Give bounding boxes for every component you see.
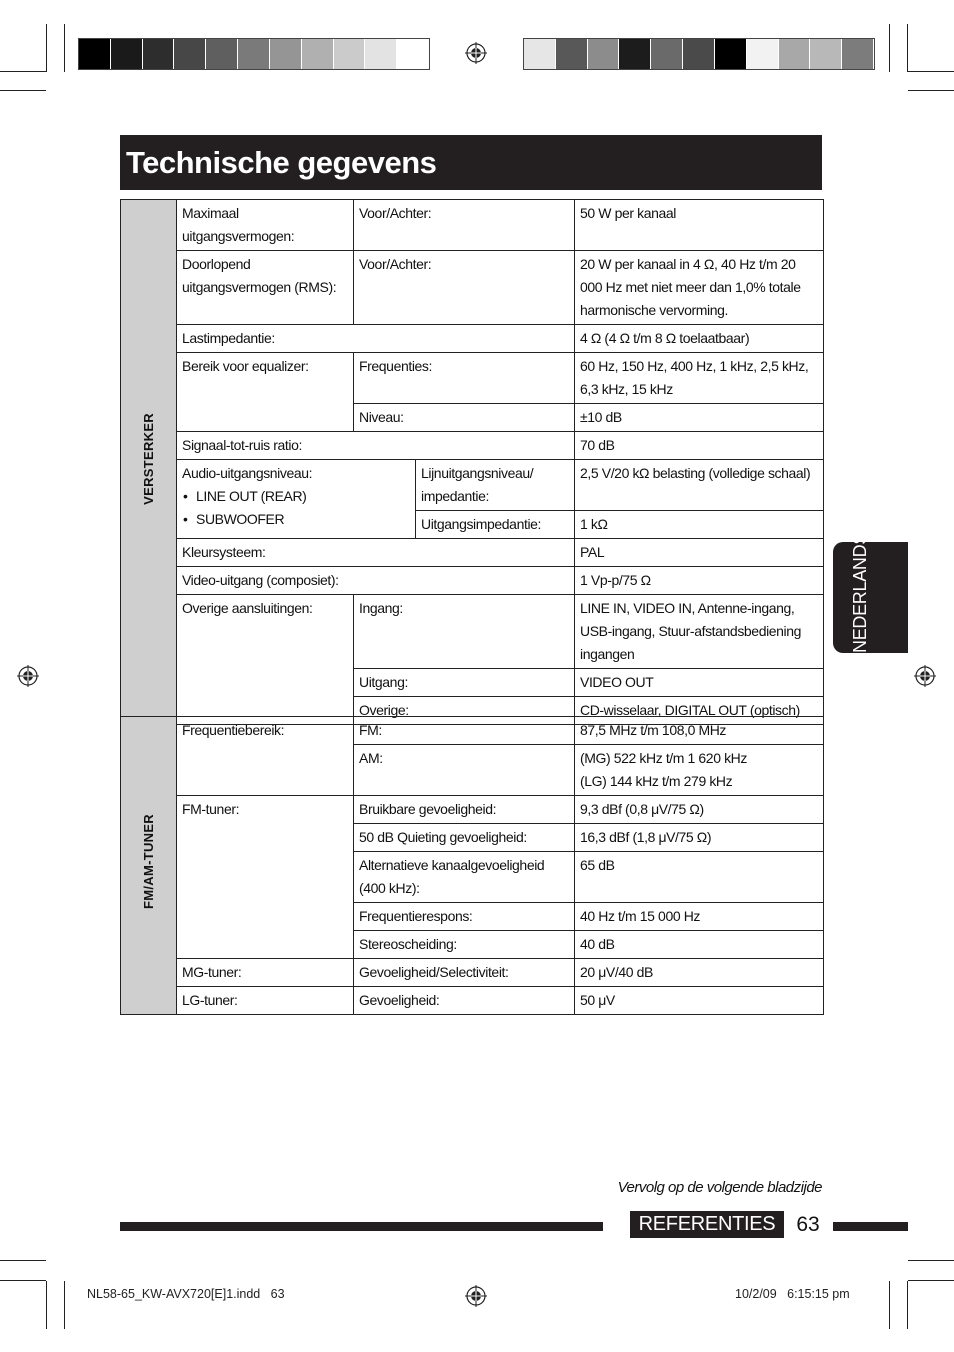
color-swatch [715,39,747,69]
color-swatch [365,39,397,69]
spec-value: 70 dB [575,432,824,460]
spec-sublabel: Lijnuitgangsniveau/ impedantie: [416,460,575,511]
crop-mark [908,1280,954,1281]
section-label-text: FM/AM-TUNER [141,814,156,910]
color-swatch [143,39,175,69]
audio-output-label: Audio-uitgangsniveau: [182,465,313,481]
color-swatch [302,39,334,69]
spec-value: 9,3 dBf (0,8 μV/75 Ω) [575,796,824,824]
continuation-note: Vervolg op de volgende bladzijde [617,1179,822,1196]
spec-sublabel: Alternatieve kanaalgevoeligheid (400 kHz): [354,852,575,903]
table-row [121,987,824,1015]
crop-mark [908,71,954,72]
spec-sublabel: FM: [354,717,575,745]
crop-mark [0,1260,46,1261]
table-row [121,200,824,251]
color-swatch [588,39,620,69]
spec-sublabel: Stereoscheiding: [354,931,575,959]
spec-sublabel: Uitgang: [354,669,575,697]
color-swatch [334,39,366,69]
section-label-text: VERSTERKER [141,412,156,505]
language-side-tab [833,532,908,653]
spec-sublabel: Ingang: [354,595,575,669]
color-swatch [111,39,143,69]
spec-sublabel: Gevoeligheid/Selectiviteit: [354,959,575,987]
spec-sublabel: Uitgangsimpedantie: [416,511,575,539]
crop-mark [908,1260,954,1261]
spec-label: Bereik voor equalizer: [177,353,354,432]
color-swatch [270,39,302,69]
registration-target-icon [465,42,487,64]
spec-value: 1 Vp-p/75 Ω [575,567,824,595]
spec-value [575,745,824,796]
color-swatch [779,39,811,69]
am-value-line: (MG) 522 kHz t/m 1 620 kHz [580,750,747,766]
color-swatch [206,39,238,69]
footer-rule-left [120,1222,603,1231]
spec-value: 65 dB [575,852,824,903]
crop-mark [64,24,65,72]
spec-value: PAL [575,539,824,567]
spec-sublabel: Overige: [354,697,575,725]
spec-label: Kleursysteem: [177,539,575,567]
bullet-item: • LINE OUT (REAR) [182,485,411,508]
spec-sublabel: Voor/Achter: [354,251,575,325]
registration-target-icon [465,1285,487,1307]
page-title: Technische gegevens [120,135,822,190]
color-swatch [747,39,779,69]
spec-value: 2,5 V/20 kΩ belasting (volledige schaal) [575,460,824,511]
spec-value: CD-wisselaar, DIGITAL OUT (optisch) [575,697,824,725]
crop-mark [908,90,954,91]
color-swatch [524,39,556,69]
crop-mark [46,24,47,72]
color-swatch [397,39,429,69]
crop-mark [907,1281,908,1329]
am-value-line: (LG) 144 kHz t/m 279 kHz [580,773,733,789]
color-bar-left [78,38,430,70]
spec-sublabel: Frequenties: [354,353,575,404]
spec-sublabel: 50 dB Quieting gevoeligheid: [354,824,575,852]
language-tab-label: NEDERLANDS [850,532,870,653]
table-row [121,717,824,745]
section-label-box: REFERENTIES [630,1211,784,1238]
spec-value: LINE IN, VIDEO IN, Antenne-ingang, USB-ingang, Stuur-afstandsbediening ingangen [575,595,824,669]
page-number: 63 [796,1213,820,1236]
spec-label: FM-tuner: [177,796,354,959]
color-swatch [619,39,651,69]
crop-mark [0,90,46,91]
registration-target-icon [17,665,39,687]
color-swatch [174,39,206,69]
spec-value: 40 dB [575,931,824,959]
color-swatch [842,39,874,69]
slug-date-info: 10/2/09 6:15:15 pm [735,1287,850,1301]
spec-label: MG-tuner: [177,959,354,987]
spec-value: 40 Hz t/m 15 000 Hz [575,903,824,931]
slug-file-info: NL58-65_KW-AVX720[E]1.indd 63 [87,1287,285,1301]
section-label-tuner [121,717,177,1015]
table-row [121,539,824,567]
spec-sublabel: Gevoeligheid: [354,987,575,1015]
registration-target-icon [914,665,936,687]
table-row [121,432,824,460]
spec-sublabel: Voor/Achter: [354,200,575,251]
section-label-versterker [121,200,177,725]
spec-value: 50 W per kanaal [575,200,824,251]
color-swatch [810,39,842,69]
spec-value: 60 Hz, 150 Hz, 400 Hz, 1 kHz, 2,5 kHz, 6,3 kHz, 15 kHz [575,353,824,404]
table-row [121,251,824,325]
spec-value: 4 Ω (4 Ω t/m 8 Ω toelaatbaar) [575,325,824,353]
table-row [121,796,824,824]
spec-label [177,460,416,539]
crop-mark [889,1281,890,1329]
spec-value: 16,3 dBf (1,8 μV/75 Ω) [575,824,824,852]
table-row [121,353,824,404]
spec-value: 87,5 MHz t/m 108,0 MHz [575,717,824,745]
color-swatch [651,39,683,69]
spec-value: ±10 dB [575,404,824,432]
crop-mark [64,1281,65,1329]
spec-label: Maximaal uitgangsvermogen: [177,200,354,251]
spec-label: Overige aansluitingen: [177,595,354,725]
spec-table-tuner [120,716,824,1015]
spec-sublabel: Niveau: [354,404,575,432]
color-swatch [79,39,111,69]
spec-value: 20 W per kanaal in 4 Ω, 40 Hz t/m 20 000 Hz met niet meer dan 1,0% totale harmonische vervorming. [575,251,824,325]
spec-value: 50 μV [575,987,824,1015]
spec-value: 1 kΩ [575,511,824,539]
crop-mark [907,24,908,72]
table-row [121,567,824,595]
color-swatch [683,39,715,69]
spec-table [120,199,824,725]
table-row [121,325,824,353]
crop-mark [0,1280,46,1281]
spec-label: LG-tuner: [177,987,354,1015]
footer-rule-right [833,1222,908,1231]
spec-label: Signaal-tot-ruis ratio: [177,432,575,460]
color-swatch [238,39,270,69]
spec-sublabel: Bruikbare gevoeligheid: [354,796,575,824]
bullet-item: • SUBWOOFER [182,508,411,531]
spec-label: Doorlopend uitgangsvermogen (RMS): [177,251,354,325]
color-swatch [556,39,588,69]
spec-value: VIDEO OUT [575,669,824,697]
spec-value: 20 μV/40 dB [575,959,824,987]
crop-mark [0,71,46,72]
spec-label: Lastimpedantie: [177,325,575,353]
spec-label: Frequentiebereik: [177,717,354,796]
table-row [121,460,824,511]
table-row [121,959,824,987]
spec-sublabel: Frequentierespons: [354,903,575,931]
crop-mark [889,24,890,72]
spec-label: Video-uitgang (composiet): [177,567,575,595]
table-row [121,595,824,669]
spec-sublabel: AM: [354,745,575,796]
crop-mark [46,1281,47,1329]
color-bar-right [523,38,875,70]
